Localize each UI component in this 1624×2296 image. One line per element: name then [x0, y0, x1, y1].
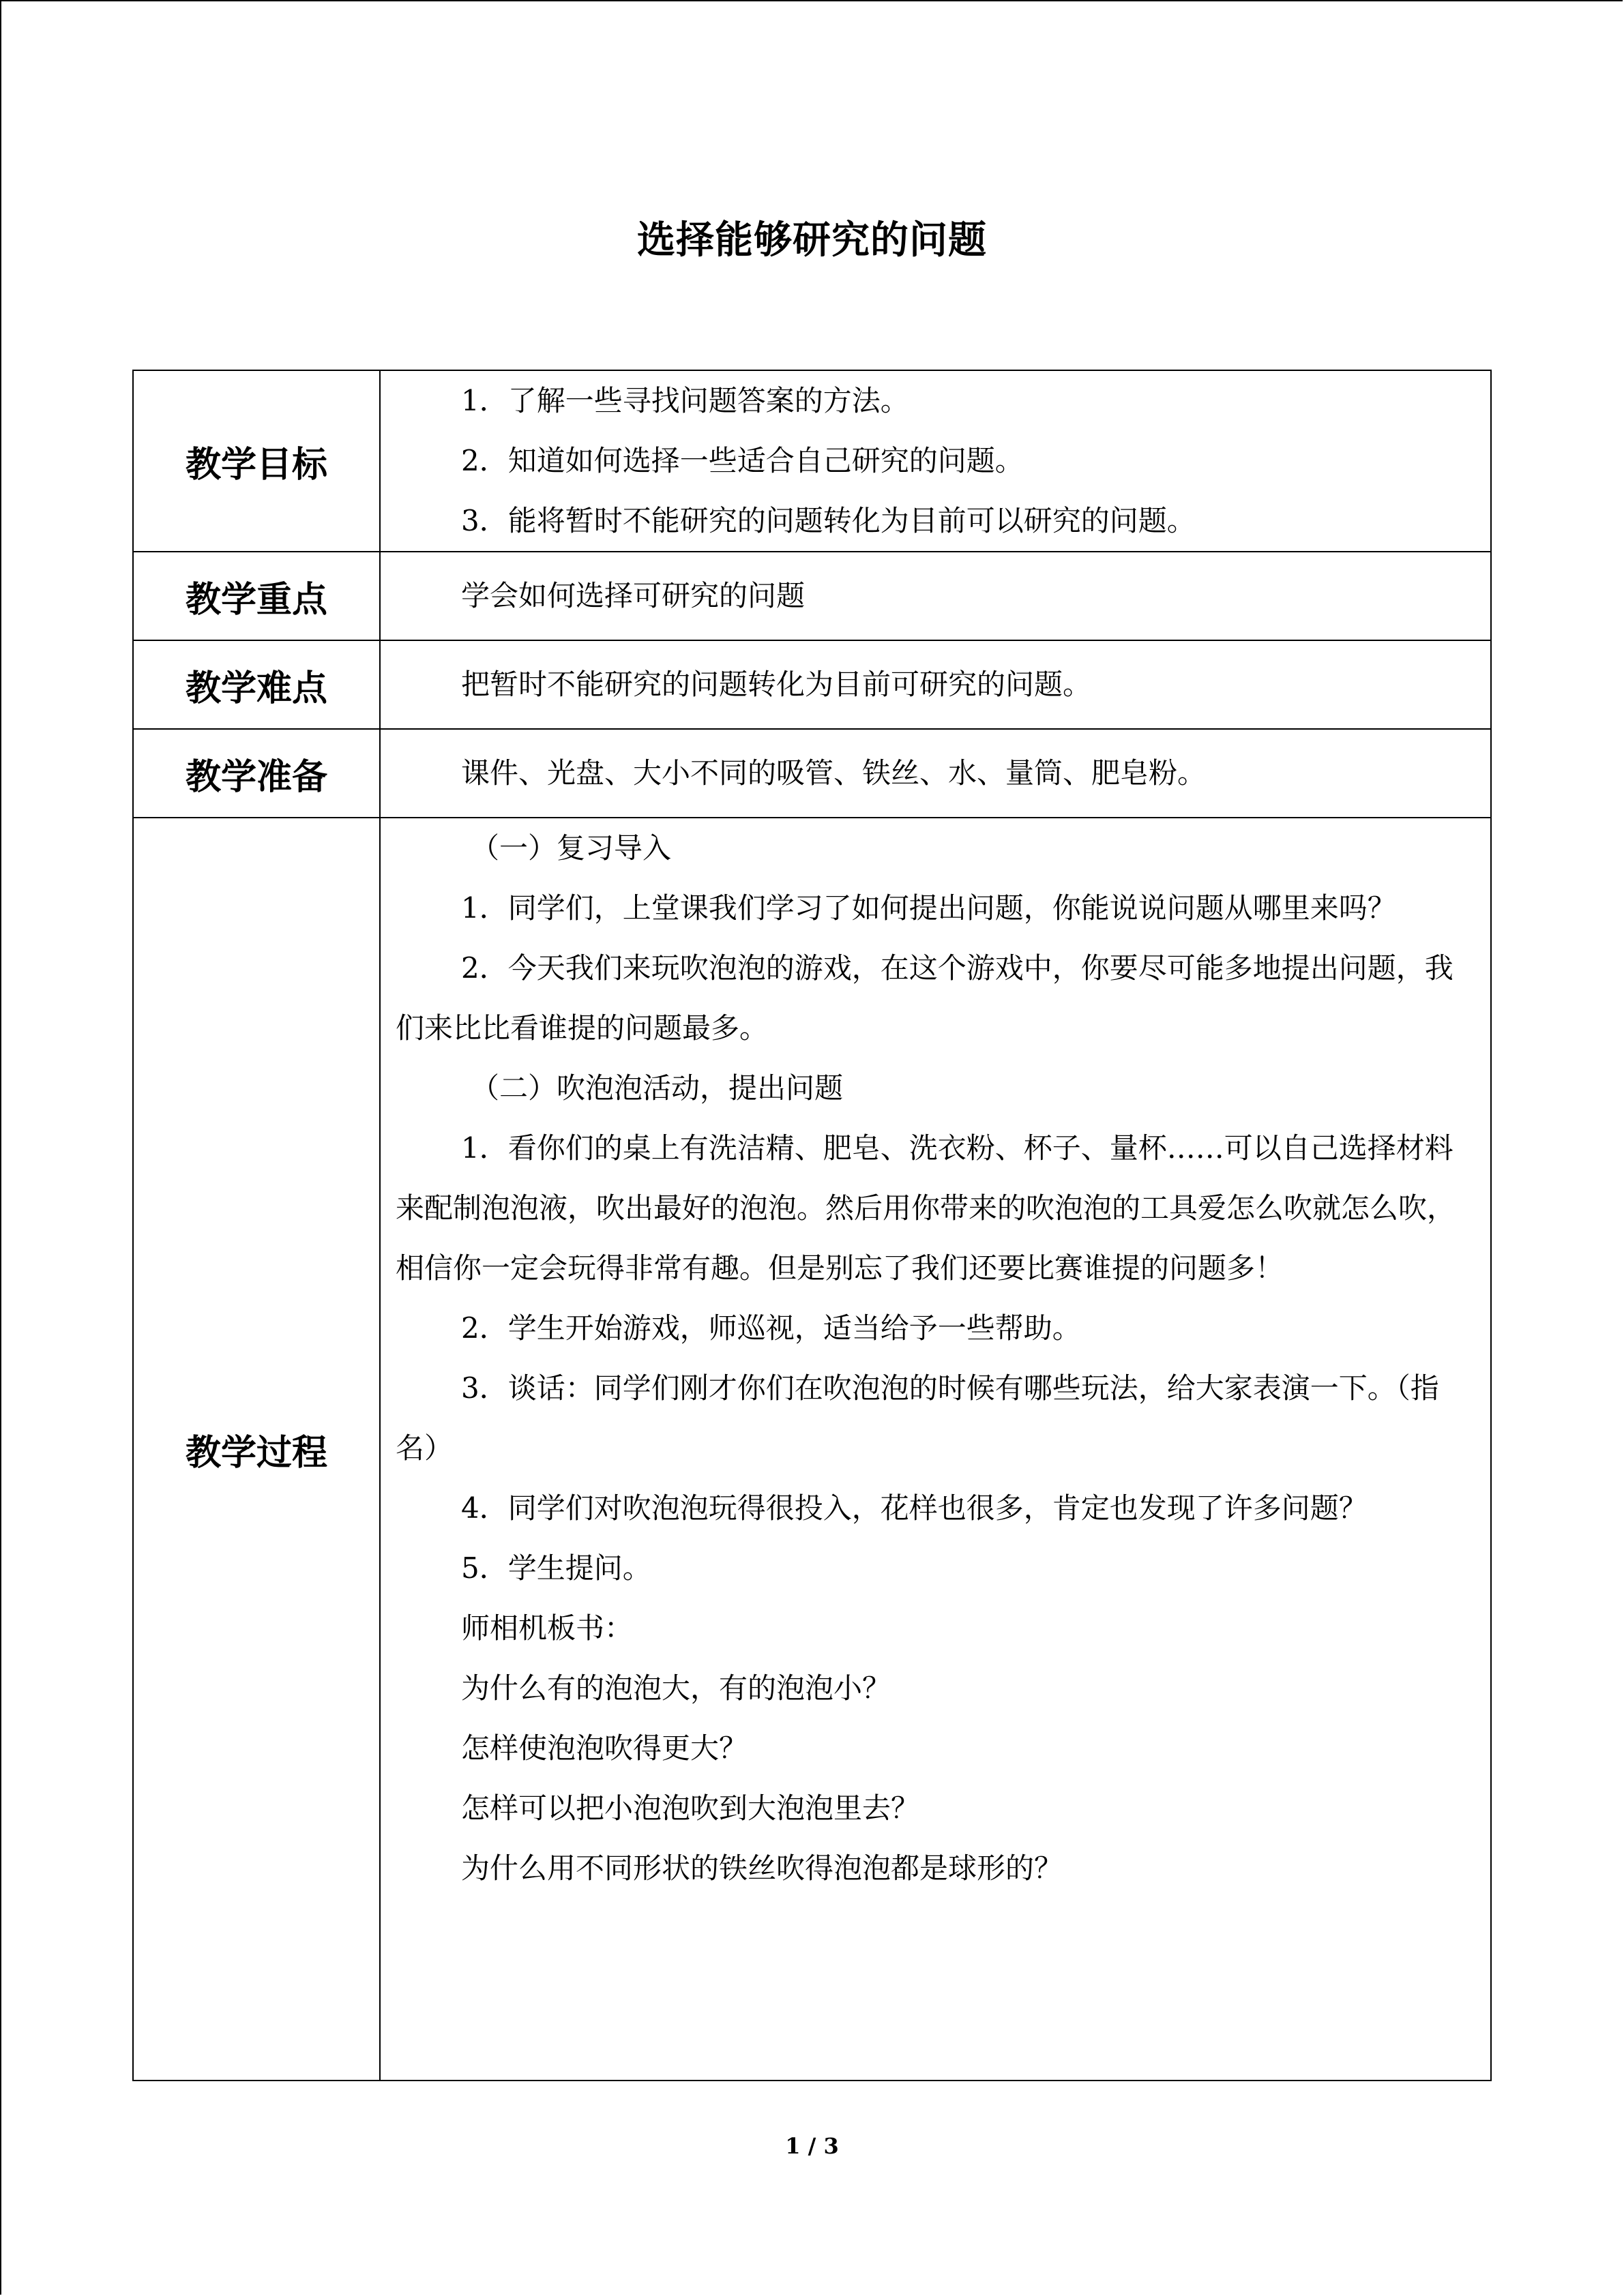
preparation-text: 课件、光盘、大小不同的吸管、铁丝、水、量筒、肥皂粉。	[461, 756, 1207, 790]
process-paragraph: 2．学生开始游戏，师巡视，适当给予一些帮助。	[461, 1311, 1081, 1345]
process-section-heading: （二）吹泡泡活动，提出问题	[471, 1071, 844, 1105]
difficulty-label: 教学难点	[133, 640, 380, 729]
process-paragraph: 2．今天我们来玩吹泡泡的游戏，在这个游戏中，你要尽可能多地提出问题，我们来比比看谁提的问题最多。	[396, 951, 1453, 1045]
process-content	[380, 818, 1491, 2081]
goals-content	[380, 370, 1491, 552]
key-point-text: 学会如何选择可研究的问题	[461, 579, 806, 612]
table-row-preparation	[133, 729, 1491, 818]
process-section-heading: （一）复习导入	[471, 831, 672, 865]
process-paragraph: 3．谈话：同学们刚才你们在吹泡泡的时候有哪些玩法，给大家表演一下。（指名）	[396, 1371, 1439, 1465]
table-row-goals	[133, 370, 1491, 552]
table-row-process	[133, 818, 1491, 2081]
preparation-content	[380, 729, 1491, 818]
goal-item: 1．了解一些寻找问题答案的方法。	[461, 384, 909, 417]
document-title: 选择能够研究的问题	[637, 218, 987, 263]
process-paragraph: 5．学生提问。	[461, 1551, 651, 1585]
board-question: 怎样可以把小泡泡吹到大泡泡里去？	[461, 1791, 920, 1825]
board-question: 怎样使泡泡吹得更大？	[461, 1731, 748, 1765]
process-paragraph: 1．看你们的桌上有洗洁精、肥皂、洗衣粉、杯子、量杯……可以自己选择材料来配制泡泡液，吹出最好的泡泡。然后用你带来的吹泡泡的工具爱怎么吹就怎么吹，相信你一定会玩得非常有趣。但是别忘了我们还要比赛谁提的问题多！	[396, 1131, 1456, 1285]
process-paragraph: 4．同学们对吹泡泡玩得很投入，花样也很多，肯定也发现了许多问题？	[461, 1491, 1368, 1525]
process-label: 教学过程	[133, 818, 380, 2081]
goals-label: 教学目标	[133, 370, 380, 552]
table-row-difficulty	[133, 640, 1491, 729]
difficulty-text: 把暂时不能研究的问题转化为目前可研究的问题。	[461, 668, 1092, 701]
process-paragraph: 师相机板书：	[461, 1611, 634, 1645]
board-question: 为什么有的泡泡大，有的泡泡小？	[461, 1671, 891, 1705]
lesson-plan-table	[132, 370, 1492, 2081]
table-row-key-point	[133, 552, 1491, 640]
board-question: 为什么用不同形状的铁丝吹得泡泡都是球形的？	[461, 1851, 1063, 1885]
goal-item: 3．能将暂时不能研究的问题转化为目前可以研究的问题。	[461, 504, 1196, 537]
preparation-label: 教学准备	[133, 729, 380, 818]
process-paragraph: 1．同学们，上堂课我们学习了如何提出问题，你能说说问题从哪里来吗？	[461, 891, 1396, 925]
page-number: 1 / 3	[785, 2133, 839, 2159]
difficulty-content	[380, 640, 1491, 729]
goal-item: 2．知道如何选择一些适合自己研究的问题。	[461, 444, 1024, 477]
key-point-content	[380, 552, 1491, 640]
key-point-label: 教学重点	[133, 552, 380, 640]
